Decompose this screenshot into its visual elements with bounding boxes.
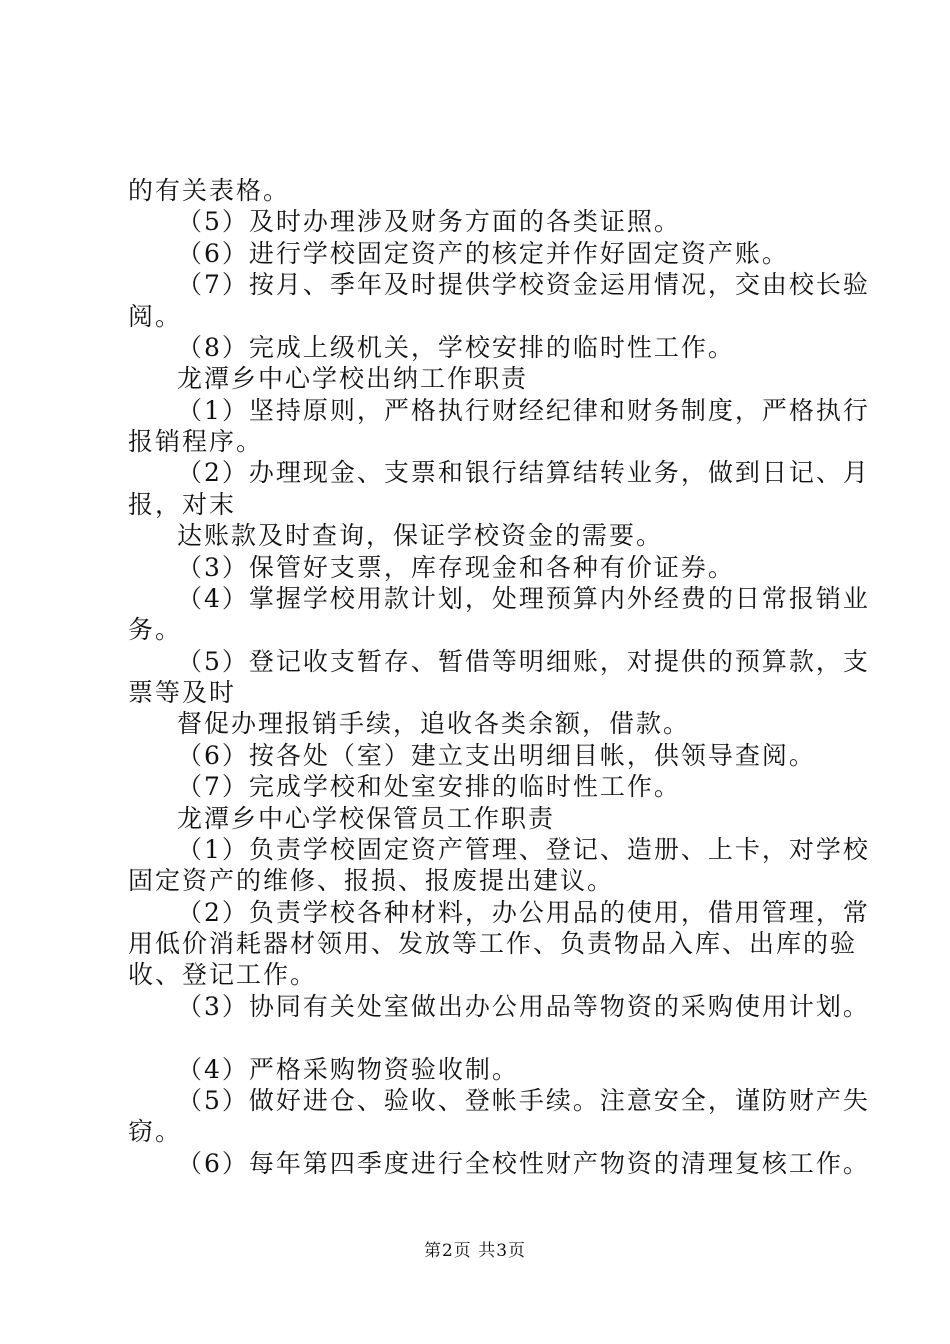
text-line: （5）登记收支暂存、暂借等明细账，对提供的预算款，支 xyxy=(177,647,870,676)
text-line: 固定资产的维修、报损、报废提出建议。 xyxy=(128,866,615,895)
text-line: （3）保管好支票，库存现金和各种有价证券。 xyxy=(177,553,735,582)
text-line: （1）负责学校固定资产管理、登记、造册、上卡，对学校 xyxy=(177,835,870,864)
text-line: （6）按各处（室）建立支出明细目帐，供领导查阅。 xyxy=(177,741,816,770)
section-heading: 龙潭乡中心学校保管员工作职责 xyxy=(177,804,556,833)
text-line: （6）进行学校固定资产的核定并作好固定资产账。 xyxy=(177,239,789,268)
text-line: 用低价消耗器材领用、发放等工作、负责物品入库、出库的验 xyxy=(128,929,858,958)
text-line: （5）做好进仓、验收、登帐手续。注意安全，谨防财产失 xyxy=(177,1086,870,1115)
text-line: 达账款及时查询，保证学校资金的需要。 xyxy=(177,521,664,550)
text-line: 阅。 xyxy=(128,302,183,331)
text-line: 报，对末 xyxy=(128,490,237,519)
text-line: （8）完成上级机关，学校安排的临时性工作。 xyxy=(177,333,735,362)
text-line: 窃。 xyxy=(128,1117,183,1146)
page-number-footer: 第2页 共3页 xyxy=(423,1241,527,1261)
text-line: （2）办理现金、支票和银行结算结转业务，做到日记、月 xyxy=(177,458,870,487)
text-line: （7）按月、季年及时提供学校资金运用情况，交由校长验 xyxy=(177,270,870,299)
text-line: 票等及时 xyxy=(128,678,237,707)
text-line: （3）协同有关处室做出办公用品等物资的采购使用计划。 xyxy=(177,992,870,1021)
text-line: （4）严格采购物资验收制。 xyxy=(177,1055,519,1084)
text-line: （1）坚持原则，严格执行财经纪律和财务制度，严格执行 xyxy=(177,396,870,425)
text-line: （6）每年第四季度进行全校性财产物资的清理复核工作。 xyxy=(177,1149,870,1178)
text-line: 督促办理报销手续，追收各类余额，借款。 xyxy=(177,709,691,738)
text-line: 收、登记工作。 xyxy=(128,960,318,989)
section-heading: 龙潭乡中心学校出纳工作职责 xyxy=(177,364,529,393)
text-line: （7）完成学校和处室安排的临时性工作。 xyxy=(177,772,681,801)
text-line: （4）掌握学校用款计划，处理预算内外经费的日常报销业 xyxy=(177,584,870,613)
text-line: （5）及时办理涉及财务方面的各类证照。 xyxy=(177,207,681,236)
text-line: 的有关表格。 xyxy=(128,176,291,205)
text-line: 务。 xyxy=(128,615,183,644)
text-line: 报销程序。 xyxy=(128,427,264,456)
text-line: （2）负责学校各种材料，办公用品的使用，借用管理，常 xyxy=(177,898,870,927)
